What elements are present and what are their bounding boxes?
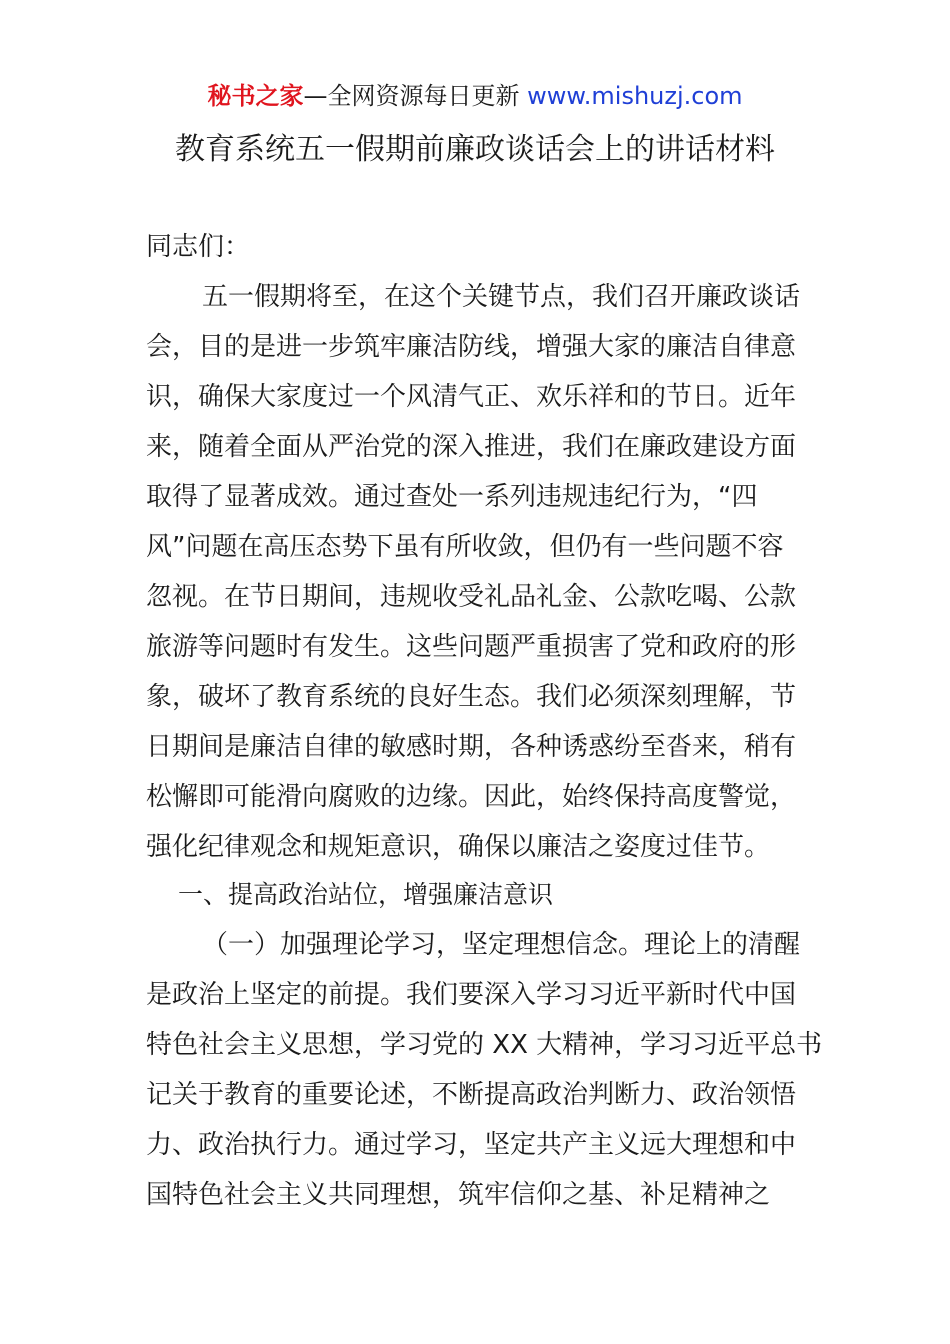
paragraph-line: 忽视。在节日期间，违规收受礼品礼金、公款吃喝、公款: [146, 582, 797, 612]
paragraph-line: 来，随着全面从严治党的深入推进，我们在廉政建设方面: [146, 432, 797, 462]
brand-name: 秘书之家: [207, 82, 304, 110]
site-header-banner: [0, 80, 950, 112]
paragraph-line: 特色社会主义思想，学习党的 XX 大精神，学习习近平总书: [146, 1030, 823, 1060]
site-url-link[interactable]: www.mishuzj.com: [527, 82, 743, 110]
salutation: 同志们：: [146, 232, 251, 262]
paragraph-line: 会，目的是进一步筑牢廉洁防线，增强大家的廉洁自律意: [146, 332, 797, 362]
paragraph-line: 记关于教育的重要论述，不断提高政治判断力、政治领悟: [146, 1080, 797, 1110]
paragraph-line: （一）加强理论学习，坚定理想信念。理论上的清醒: [202, 930, 801, 960]
paragraph-line: 日期间是廉洁自律的敏感时期，各种诱惑纷至沓来，稍有: [146, 732, 797, 762]
paragraph-line: 力、政治执行力。通过学习，坚定共产主义远大理想和中: [146, 1130, 797, 1160]
paragraph-line: 是政治上坚定的前提。我们要深入学习习近平新时代中国: [146, 980, 797, 1010]
section-heading: 一、提高政治站位，增强廉洁意识: [178, 880, 554, 909]
paragraph-line: 旅游等问题时有发生。这些问题严重损害了党和政府的形: [146, 632, 797, 662]
paragraph-line: 五一假期将至，在这个关键节点，我们召开廉政谈话: [202, 282, 801, 312]
paragraph-line: 松懈即可能滑向腐败的边缘。因此，始终保持高度警觉，: [146, 782, 797, 812]
paragraph-line: 识，确保大家度过一个风清气正、欢乐祥和的节日。近年: [146, 382, 797, 412]
document-title: 教育系统五一假期前廉政谈话会上的讲话材料: [175, 132, 775, 167]
paragraph-line: 取得了显著成效。通过查处一系列违规违纪行为，“四: [146, 482, 758, 512]
paragraph-line: 国特色社会主义共同理想，筑牢信仰之基、补足精神之: [146, 1180, 771, 1210]
paragraph-line: 风”问题在高压态势下虽有所收敛，但仍有一些问题不容: [146, 532, 784, 562]
paragraph-line: 象，破坏了教育系统的良好生态。我们必须深刻理解，节: [146, 682, 797, 712]
header-tagline: —全网资源每日更新: [303, 82, 528, 110]
paragraph-line: 强化纪律观念和规矩意识，确保以廉洁之姿度过佳节。: [146, 832, 771, 862]
